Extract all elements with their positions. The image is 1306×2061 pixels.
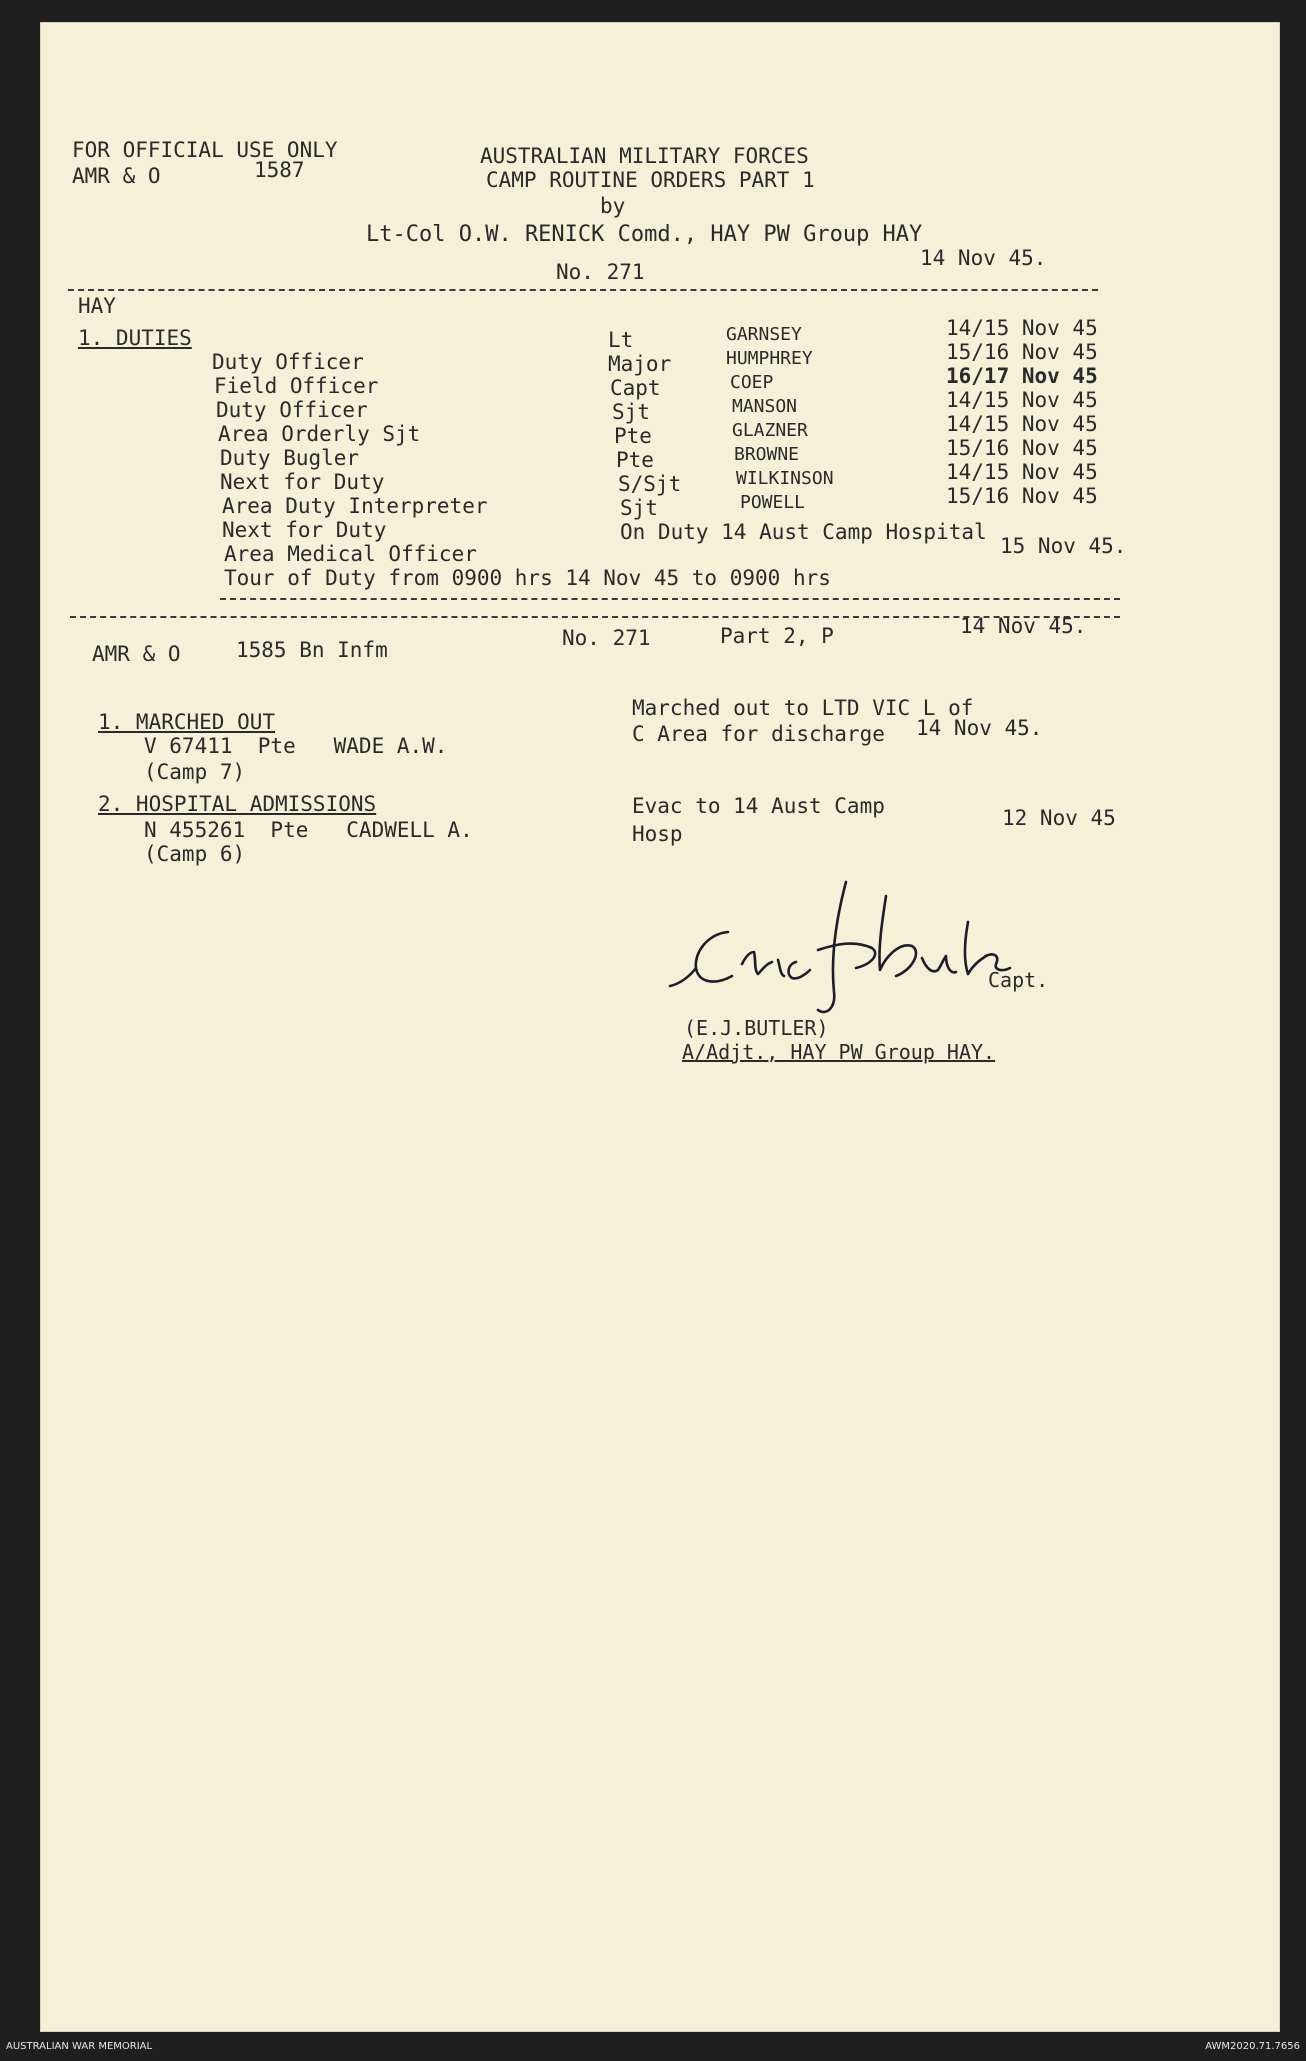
duty-rank: Pte [616,448,654,472]
item-id-line: N 455261 Pte CADWELL A. [144,818,473,842]
duty-rank: Capt [610,376,661,400]
duty-rank: S/Sjt [618,472,682,496]
duty-date: 14/15 Nov 45 [946,412,1098,436]
forces-title: AUSTRALIAN MILITARY FORCES [480,144,809,168]
duties-heading: 1. DUTIES [78,326,192,350]
duty-date: 15/16 Nov 45 [946,436,1098,460]
medical-duty: On Duty 14 Aust Camp Hospital [620,520,987,544]
duty-date: 14/15 Nov 45 [946,316,1098,340]
duty-rank: Sjt [620,496,658,520]
duty-name: GARNSEY [726,324,802,345]
duty-role: Duty Bugler [220,446,360,470]
item-remark-1: Marched out to LTD VIC L of [632,696,974,720]
signatory-name: (E.J.BUTLER) [684,1016,829,1040]
duty-role: Field Officer [214,374,379,398]
footer-left-label: AUSTRALIAN WAR MEMORIAL [6,2041,153,2052]
duty-name: GLAZNER [732,420,808,441]
amr-number: 1587 [254,158,305,182]
item-date: 12 Nov 45 [1002,806,1116,830]
item-id-line: V 67411 Pte WADE A.W. [144,734,448,758]
duty-date: 16/17 Nov 45 [946,364,1098,388]
item-remark-2: C Area for discharge [632,722,885,746]
item-date: 14 Nov 45. [916,716,1043,740]
item-heading: 1. MARCHED OUT [98,710,276,734]
handwritten-signature [650,852,1070,1022]
duty-name: COEP [730,372,774,393]
item-camp: (Camp 7) [144,760,246,784]
tour-of-duty: Tour of Duty from 0900 hrs 14 Nov 45 to 0900 hrs [224,566,831,590]
item-camp: (Camp 6) [144,842,246,866]
part2-part: Part 2, P [720,624,834,648]
part2-amr-label: AMR & O [92,642,181,666]
item-remark-2: Hosp [632,822,683,846]
duty-role: Duty Officer [216,398,368,422]
signatory-title: A/Adjt., HAY PW Group HAY. [682,1040,996,1064]
orders-title: CAMP ROUTINE ORDERS PART 1 [486,168,815,192]
order-date: 14 Nov 45. [920,246,1047,270]
duty-role: Next for Duty [220,470,385,494]
commander-line: Lt-Col O.W. RENICK Comd., HAY PW Group HAY [366,222,923,247]
duty-name: BROWNE [734,444,800,465]
part2-date: 14 Nov 45. [960,614,1087,638]
header-rule [68,289,1098,291]
document-page [40,22,1280,2032]
duty-date: 14/15 Nov 45 [946,460,1098,484]
duty-rank: Pte [614,424,652,448]
duty-date: 15/16 Nov 45 [946,484,1098,508]
signatory-rank: Capt. [988,968,1049,992]
place-label: HAY [78,294,116,318]
duty-rank: Major [608,352,672,376]
order-number: No. 271 [556,260,645,284]
duty-name: MANSON [732,396,798,417]
duty-rank: Lt [608,328,634,352]
duty-role: Duty Officer [212,350,364,374]
duty-name: HUMPHREY [726,348,813,369]
part2-number: No. 271 [562,626,651,650]
duty-rank: Sjt [612,400,650,424]
duty-role: Area Orderly Sjt [218,422,421,446]
medical-officer-role: Area Medical Officer [224,542,477,566]
tour-end-date: 15 Nov 45. [1000,534,1127,558]
duty-date: 15/16 Nov 45 [946,340,1098,364]
item-remark-1: Evac to 14 Aust Camp [632,794,885,818]
duty-name: WILKINSON [736,468,834,489]
official-use-label: FOR OFFICIAL USE ONLY [72,138,338,162]
duty-date: 14/15 Nov 45 [946,388,1098,412]
amr-label: AMR & O [72,164,161,188]
footer-right-label: AWM2020.71.7656 [1205,2041,1300,2052]
item-heading: 2. HOSPITAL ADMISSIONS [98,792,377,816]
duty-role: Next for Duty [222,518,387,542]
duty-name: POWELL [740,492,806,513]
part2-amr-number: 1585 Bn Infm [236,638,388,662]
duty-role: Area Duty Interpreter [222,494,488,518]
duties-rule-1 [220,598,1120,600]
by-label: by [600,194,626,218]
